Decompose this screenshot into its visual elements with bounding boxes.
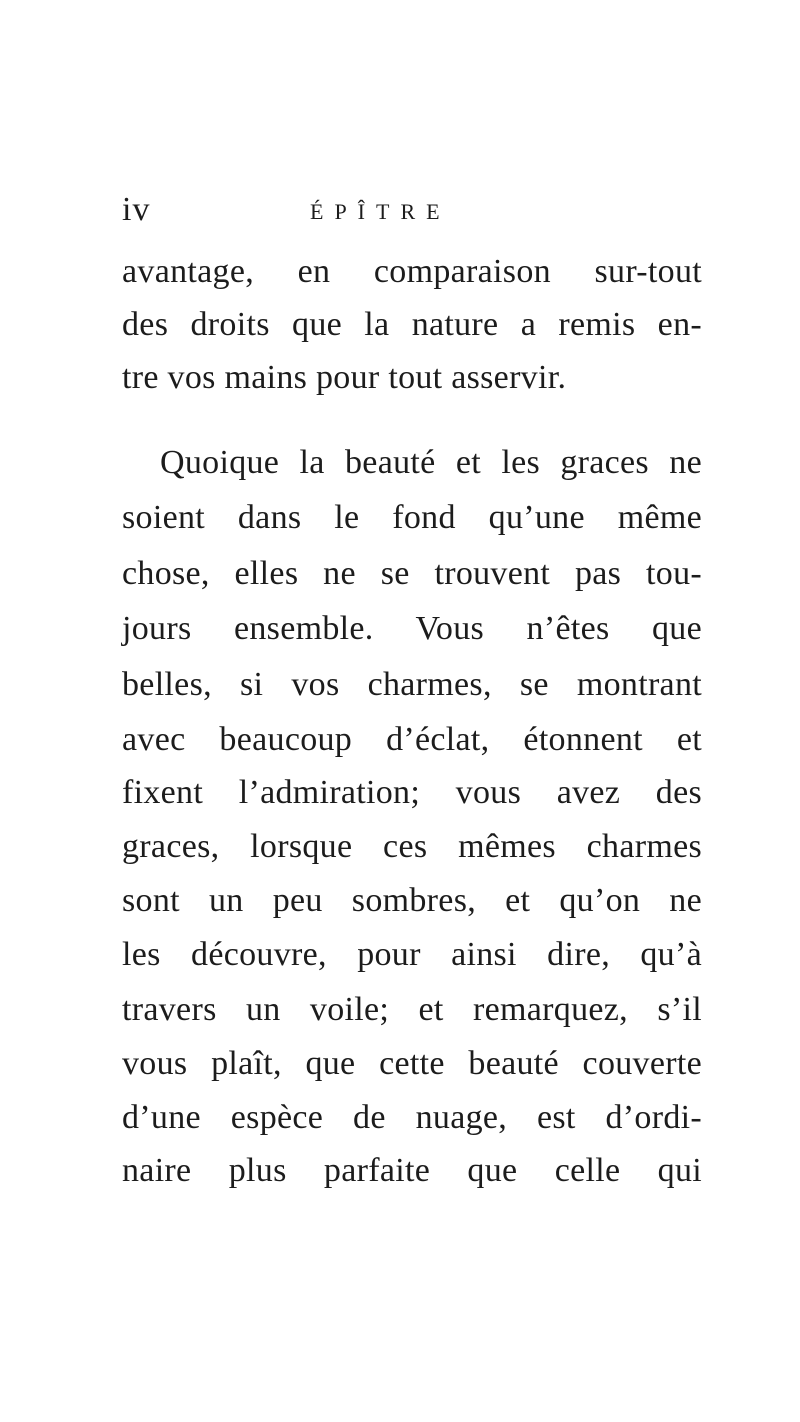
text-line: avantage, en comparaison sur-tout bbox=[122, 253, 702, 290]
text-line: les découvre, pour ainsi dire, qu’à bbox=[122, 936, 702, 973]
text-line: belles, si vos charmes, se montrant bbox=[122, 666, 702, 703]
text-line: vous plaît, que cette beauté couverte bbox=[122, 1045, 702, 1082]
running-title: ÉPÎTRE bbox=[310, 199, 451, 224]
text-line: d’une espèce de nuage, est d’ordi- bbox=[122, 1099, 702, 1136]
text-line: sont un peu sombres, et qu’on ne bbox=[122, 882, 702, 919]
text-line: naire plus parfaite que celle qui bbox=[122, 1152, 702, 1189]
text-line: graces, lorsque ces mêmes charmes bbox=[122, 828, 702, 865]
running-head bbox=[122, 188, 702, 232]
text-line: chose, elles ne se trouvent pas tou- bbox=[122, 555, 702, 592]
text-line: travers un voile; et remarquez, s’il bbox=[122, 991, 702, 1028]
text-line: tre vos mains pour tout asservir. bbox=[122, 359, 567, 396]
page-number: iv bbox=[122, 191, 151, 228]
text-line: Quoique la beauté et les graces ne bbox=[160, 444, 702, 481]
text-line: soient dans le fond qu’une même bbox=[122, 499, 702, 536]
text-line: fixent l’admiration; vous avez des bbox=[122, 774, 702, 811]
text-line: avec beaucoup d’éclat, étonnent et bbox=[122, 721, 702, 758]
text-line: des droits que la nature a remis en- bbox=[122, 306, 702, 343]
text-line: jours ensemble. Vous n’êtes que bbox=[122, 610, 702, 647]
